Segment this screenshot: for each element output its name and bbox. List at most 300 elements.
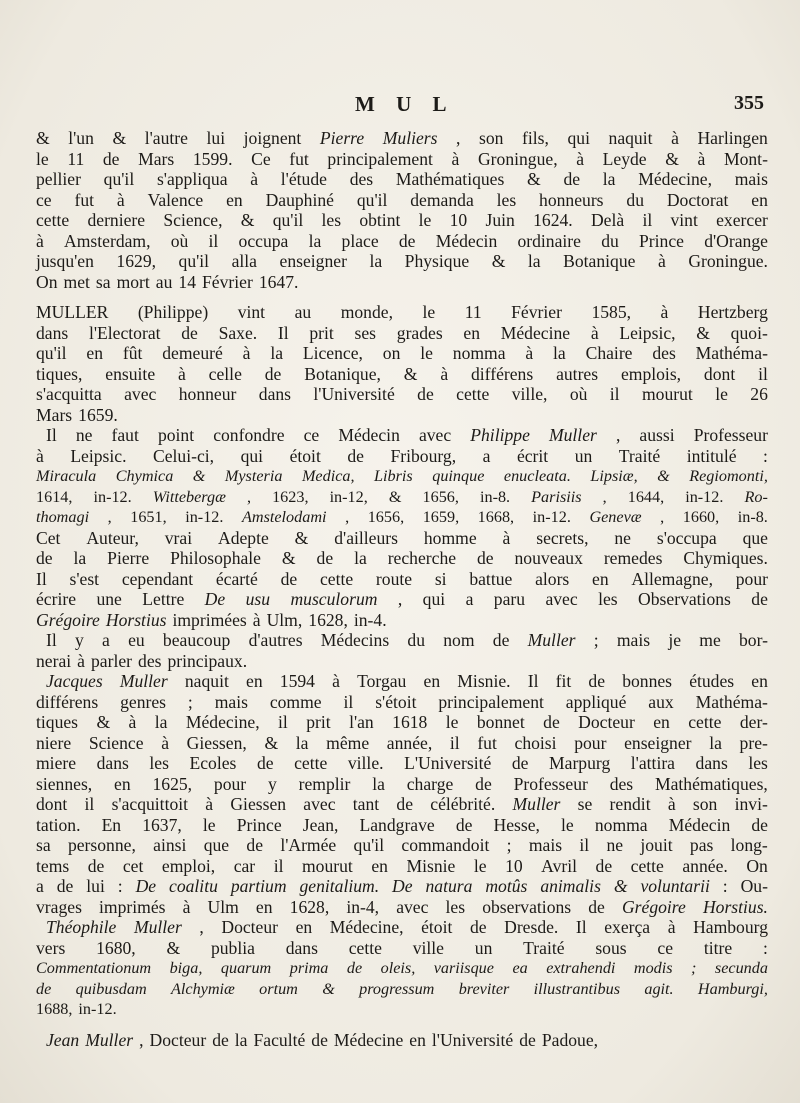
word: a (482, 445, 491, 466)
word: 1688, (36, 1000, 73, 1018)
word: obtint (359, 210, 401, 230)
word: rendit (609, 794, 651, 814)
word: (Philippe) (137, 302, 209, 322)
word: in-12. (78, 1000, 117, 1018)
word: siennes, (36, 773, 93, 794)
word: le (202, 814, 216, 835)
word: à (451, 148, 460, 169)
word: fils, (522, 128, 549, 148)
word: le (418, 210, 432, 230)
word: nerai (36, 650, 72, 671)
word: à (161, 732, 170, 753)
word: de (56, 876, 74, 896)
word: Celui-ci, (153, 445, 215, 466)
word: point (157, 425, 195, 445)
word: le (561, 814, 574, 835)
word: la (602, 169, 616, 189)
word: & (281, 548, 296, 568)
text-line (36, 323, 768, 344)
word: de (102, 148, 120, 169)
word: , (107, 508, 112, 526)
text-line (36, 210, 768, 231)
word: , (456, 128, 461, 148)
running-head (0, 92, 800, 122)
word: Médecin (668, 814, 731, 835)
italic-word: Théophile (46, 917, 117, 937)
text-line (36, 753, 768, 774)
word: Saxe. (218, 322, 258, 343)
word: Delà (590, 210, 625, 230)
text-line (36, 384, 768, 405)
word: mais (528, 835, 563, 855)
text-line (36, 712, 768, 733)
word: en (592, 568, 609, 589)
word: en (751, 189, 768, 210)
italic-word: ortum (259, 979, 298, 998)
italic-word: secunda (714, 959, 768, 977)
italic-word: quarum (220, 959, 272, 977)
word: Mars (36, 404, 73, 425)
italic-word: thomagi (36, 508, 90, 526)
word: s'appliqua (156, 169, 228, 189)
word: Landgrave (359, 814, 435, 835)
word: de (519, 1029, 536, 1050)
word: en (751, 671, 768, 691)
italic-word: Miracula (36, 467, 97, 485)
word: avec (418, 425, 452, 445)
word: qui (240, 445, 264, 466)
italic-word: extrahendi (546, 959, 616, 977)
word: ce (36, 189, 52, 210)
word: dans (258, 384, 292, 404)
italic-word: & (613, 876, 628, 896)
italic-word: Amstelodami (242, 508, 327, 526)
word: de (181, 322, 198, 343)
word: on (382, 343, 401, 363)
italic-word: animalis (540, 876, 601, 896)
running-title: M U L (355, 92, 455, 116)
word: Médecine (500, 322, 571, 343)
word: in-4. (353, 609, 387, 630)
italic-word: Parisiis (531, 487, 582, 506)
word: y (267, 773, 277, 794)
word: de (264, 363, 282, 384)
word: s'est (69, 568, 100, 589)
word: principalement (438, 691, 544, 712)
text-line (36, 548, 768, 569)
word: in-4, (346, 896, 380, 917)
word: Padoue, (541, 1029, 599, 1050)
word: me (699, 630, 721, 650)
word: de (256, 753, 274, 773)
word: différens (36, 691, 99, 712)
word: honneurs (539, 189, 604, 210)
word: de (280, 568, 298, 589)
word: les (321, 210, 342, 230)
word: Médecine, (185, 712, 260, 732)
word: mais (734, 169, 768, 189)
word: il (343, 691, 354, 712)
word: recherche (387, 548, 457, 568)
word: année, (386, 732, 433, 753)
word: le (445, 712, 459, 732)
word: étoit (289, 445, 321, 466)
word: monde, (340, 302, 393, 322)
word: la (553, 343, 566, 363)
word: Traité (523, 937, 565, 958)
word: Adepte (217, 527, 269, 548)
word: route (375, 568, 413, 589)
italic-word: Muller (548, 425, 597, 445)
word: Médecin (338, 425, 400, 445)
italic-word: ea (512, 959, 528, 977)
word: a (465, 589, 474, 609)
word: célébrité. (430, 794, 496, 814)
word: enseigner (624, 732, 692, 753)
word: que (742, 527, 768, 548)
word: nomma (452, 343, 506, 363)
word: alla (231, 251, 257, 271)
word: observations (482, 896, 572, 917)
word: il (609, 384, 620, 404)
word: ville, (511, 384, 548, 404)
word: qui (567, 128, 590, 148)
word: mais (616, 630, 651, 650)
word: à (697, 148, 706, 169)
italic-word: usu (245, 589, 271, 609)
word: derniere (87, 210, 146, 230)
text-line (36, 589, 768, 610)
word: in-12, (329, 487, 368, 506)
italic-word: Ro- (744, 487, 768, 506)
word: écrire (36, 589, 77, 609)
italic-word: Pierre (319, 128, 365, 148)
word: fût (122, 343, 143, 363)
word: s'acquittoit (111, 794, 189, 814)
italic-word: Regiomonti, (689, 467, 768, 485)
word: mourut (641, 384, 693, 404)
word: Chaire (585, 343, 633, 363)
word: 1628, (289, 896, 330, 917)
text-line (36, 169, 768, 190)
word: la (527, 251, 541, 271)
word: a (36, 876, 44, 896)
word: qu'il (353, 835, 385, 855)
word: joignent (243, 128, 302, 148)
text-line (36, 364, 768, 385)
word: même (326, 732, 370, 753)
word: principaux. (167, 650, 248, 671)
word: remedes (603, 548, 663, 568)
word: & (527, 169, 541, 189)
italic-word: Muller (512, 794, 561, 814)
word: des (609, 773, 634, 794)
italic-word: modis (633, 959, 673, 977)
word: de (751, 589, 768, 609)
word: Chymiques. (683, 548, 768, 568)
italic-word: Muller (119, 671, 168, 691)
text-line (36, 630, 768, 651)
word: pour (735, 568, 768, 589)
word: l'Université (313, 384, 395, 404)
word: tant (352, 794, 380, 814)
word: la (354, 548, 367, 568)
word: Avril (541, 855, 578, 876)
word: & (112, 128, 127, 148)
word: , (660, 508, 665, 526)
word: son (692, 794, 718, 814)
text-line (36, 917, 768, 938)
word: ; (506, 835, 512, 855)
word: qu'il (178, 251, 210, 271)
word: prit (306, 712, 331, 732)
word: qu'il (36, 343, 67, 363)
word: remplir (298, 773, 351, 794)
word: Jean, (302, 814, 339, 835)
word: à (178, 363, 186, 384)
word: Ulm (207, 896, 239, 917)
word: la (369, 251, 383, 271)
word: Mont- (723, 148, 768, 169)
word: Harlingen (697, 128, 768, 148)
word: Il (46, 425, 57, 445)
word: un (474, 937, 493, 958)
text-line (36, 835, 768, 856)
text-line (36, 1030, 768, 1051)
word: fut (74, 189, 95, 210)
word: en (226, 189, 243, 210)
word: s'acquitta (36, 384, 102, 404)
word: Auteur, (86, 527, 139, 548)
text-line (36, 979, 768, 1000)
word: cette (630, 855, 664, 876)
word: & (665, 148, 679, 169)
word: qui (422, 589, 446, 609)
italic-word: & (192, 467, 206, 485)
word: secrets, (536, 527, 589, 548)
word: à (77, 650, 85, 671)
italic-word: Muliers (382, 128, 438, 148)
word: les (748, 753, 768, 773)
word: , (615, 425, 621, 445)
word: la (154, 712, 168, 732)
word: en (653, 712, 670, 732)
word: l'autre (144, 128, 188, 148)
body-text (36, 128, 768, 1050)
word: eu (128, 630, 145, 650)
word: jusqu'en (36, 251, 94, 271)
word: mais (214, 691, 248, 712)
word: de (311, 1029, 328, 1050)
italic-word: motûs (485, 876, 528, 896)
word: Physique (404, 251, 470, 271)
text-line (36, 999, 768, 1020)
word: invi- (734, 794, 768, 814)
word: Giessen, (186, 732, 247, 753)
italic-word: Jean (46, 1029, 80, 1050)
word: in-8. (737, 508, 768, 526)
word: prit (309, 322, 334, 343)
word: Allemagne, (631, 568, 713, 589)
word: & (240, 210, 255, 230)
word: à (250, 169, 259, 189)
word: Février (511, 302, 562, 322)
text-line (36, 128, 768, 149)
word: de (417, 384, 434, 404)
word: parler (90, 650, 133, 671)
word: beaucoup (162, 630, 231, 650)
word: la (234, 1029, 248, 1050)
word: celle (208, 363, 242, 384)
word: Février (202, 271, 253, 292)
word: Groningue, (477, 148, 558, 169)
word: Médecine, (638, 169, 712, 189)
word: pas (689, 835, 714, 855)
italic-word: progressum (359, 979, 435, 998)
word: écrit (516, 445, 549, 466)
word: que (203, 835, 230, 855)
italic-word: De (135, 876, 157, 896)
text-line (36, 671, 768, 692)
word: Il (36, 568, 47, 589)
text-line (36, 610, 768, 631)
word: je (668, 630, 682, 650)
word: du (601, 230, 619, 251)
text-line (36, 569, 768, 590)
word: Mathématiques (395, 169, 505, 189)
word: y (74, 630, 84, 650)
italic-word: Philippe (470, 425, 530, 445)
italic-word: agit. (644, 979, 674, 998)
word: à (440, 363, 449, 384)
word: 1625, (152, 773, 193, 794)
word: ; (187, 691, 193, 712)
word: Hertzberg (697, 302, 768, 322)
word: qu'il (356, 189, 388, 210)
word: vrages (36, 896, 82, 917)
word: Cet (36, 527, 61, 548)
word: battue (469, 568, 513, 589)
word: à (667, 917, 676, 937)
text-line (36, 487, 768, 508)
word: Prince (236, 814, 282, 835)
italic-word: Wittebergæ (152, 487, 226, 506)
word: de (588, 671, 606, 691)
word: a (102, 630, 110, 650)
word: Science, (163, 210, 223, 230)
text-line (36, 876, 768, 897)
italic-word: oleis, (380, 959, 416, 977)
word: des (138, 650, 162, 671)
word: , (199, 917, 204, 937)
word: charge (406, 773, 454, 794)
word: le (36, 148, 49, 169)
word: in-8. (479, 487, 511, 506)
italic-word: Mysteria (224, 467, 283, 485)
word: à (671, 128, 679, 148)
italic-word: biga, (169, 959, 203, 977)
word: & (294, 527, 309, 548)
word: la (270, 343, 284, 363)
word: Leipsic. (70, 445, 127, 466)
italic-word: Muller (85, 1029, 134, 1050)
word: les (149, 753, 169, 773)
word: d'autres (248, 630, 303, 650)
word: à (242, 343, 251, 363)
word: 1599. (192, 148, 233, 169)
word: mourut (301, 855, 353, 876)
word: les (496, 189, 517, 210)
word: mort (116, 271, 150, 292)
word: Ecoles (189, 753, 237, 773)
italic-word: Hamburgi, (697, 979, 768, 998)
word: il (278, 712, 288, 732)
word: fut (477, 732, 497, 753)
word: Médecine, (329, 917, 404, 937)
italic-word: de (36, 979, 52, 998)
word: de (398, 230, 416, 251)
word: dont (703, 363, 736, 384)
word: emplois, (620, 363, 682, 384)
italic-word: breviter (458, 979, 510, 998)
italic-word: natura (425, 876, 473, 896)
word: nomma (594, 814, 648, 835)
word: grades (396, 322, 443, 343)
word: occupa (238, 230, 289, 251)
word: Leipsic, (619, 322, 676, 343)
word: alors (535, 568, 570, 589)
word: à (657, 251, 666, 271)
word: intitulé (686, 445, 737, 466)
word: la (372, 773, 385, 794)
word: autres (556, 363, 599, 384)
word: Philosophale (170, 548, 261, 568)
word: écarté (215, 568, 258, 589)
word: 11 (464, 302, 482, 322)
word: à (128, 712, 137, 732)
text-line (36, 692, 768, 713)
word: 1659, (422, 508, 460, 526)
word: der- (739, 712, 768, 732)
word: faut (111, 425, 139, 445)
word: du (626, 189, 644, 210)
italic-word: Grégoire (621, 896, 686, 917)
word: s'occupa (656, 527, 717, 548)
word: Marpurg (549, 753, 611, 773)
italic-word: De (204, 589, 226, 609)
word: de (455, 814, 473, 835)
word: 1614, (36, 487, 73, 506)
word: ensuite (105, 363, 156, 384)
word: 10 (505, 855, 523, 876)
word: de (316, 548, 334, 568)
word: & (264, 732, 279, 753)
word: imprimés (99, 896, 166, 917)
text-line (36, 251, 768, 272)
word: On (746, 855, 768, 876)
word: : (117, 876, 123, 896)
text-line (36, 425, 768, 446)
word: tiques (36, 712, 79, 732)
text-line (36, 651, 768, 672)
italic-word: & (322, 979, 335, 998)
word: Juin (485, 210, 515, 230)
word: un (574, 445, 593, 466)
word: 1660, (682, 508, 720, 526)
word: au (294, 302, 312, 322)
word: Torgau (357, 671, 407, 691)
italic-word: De (392, 876, 413, 896)
